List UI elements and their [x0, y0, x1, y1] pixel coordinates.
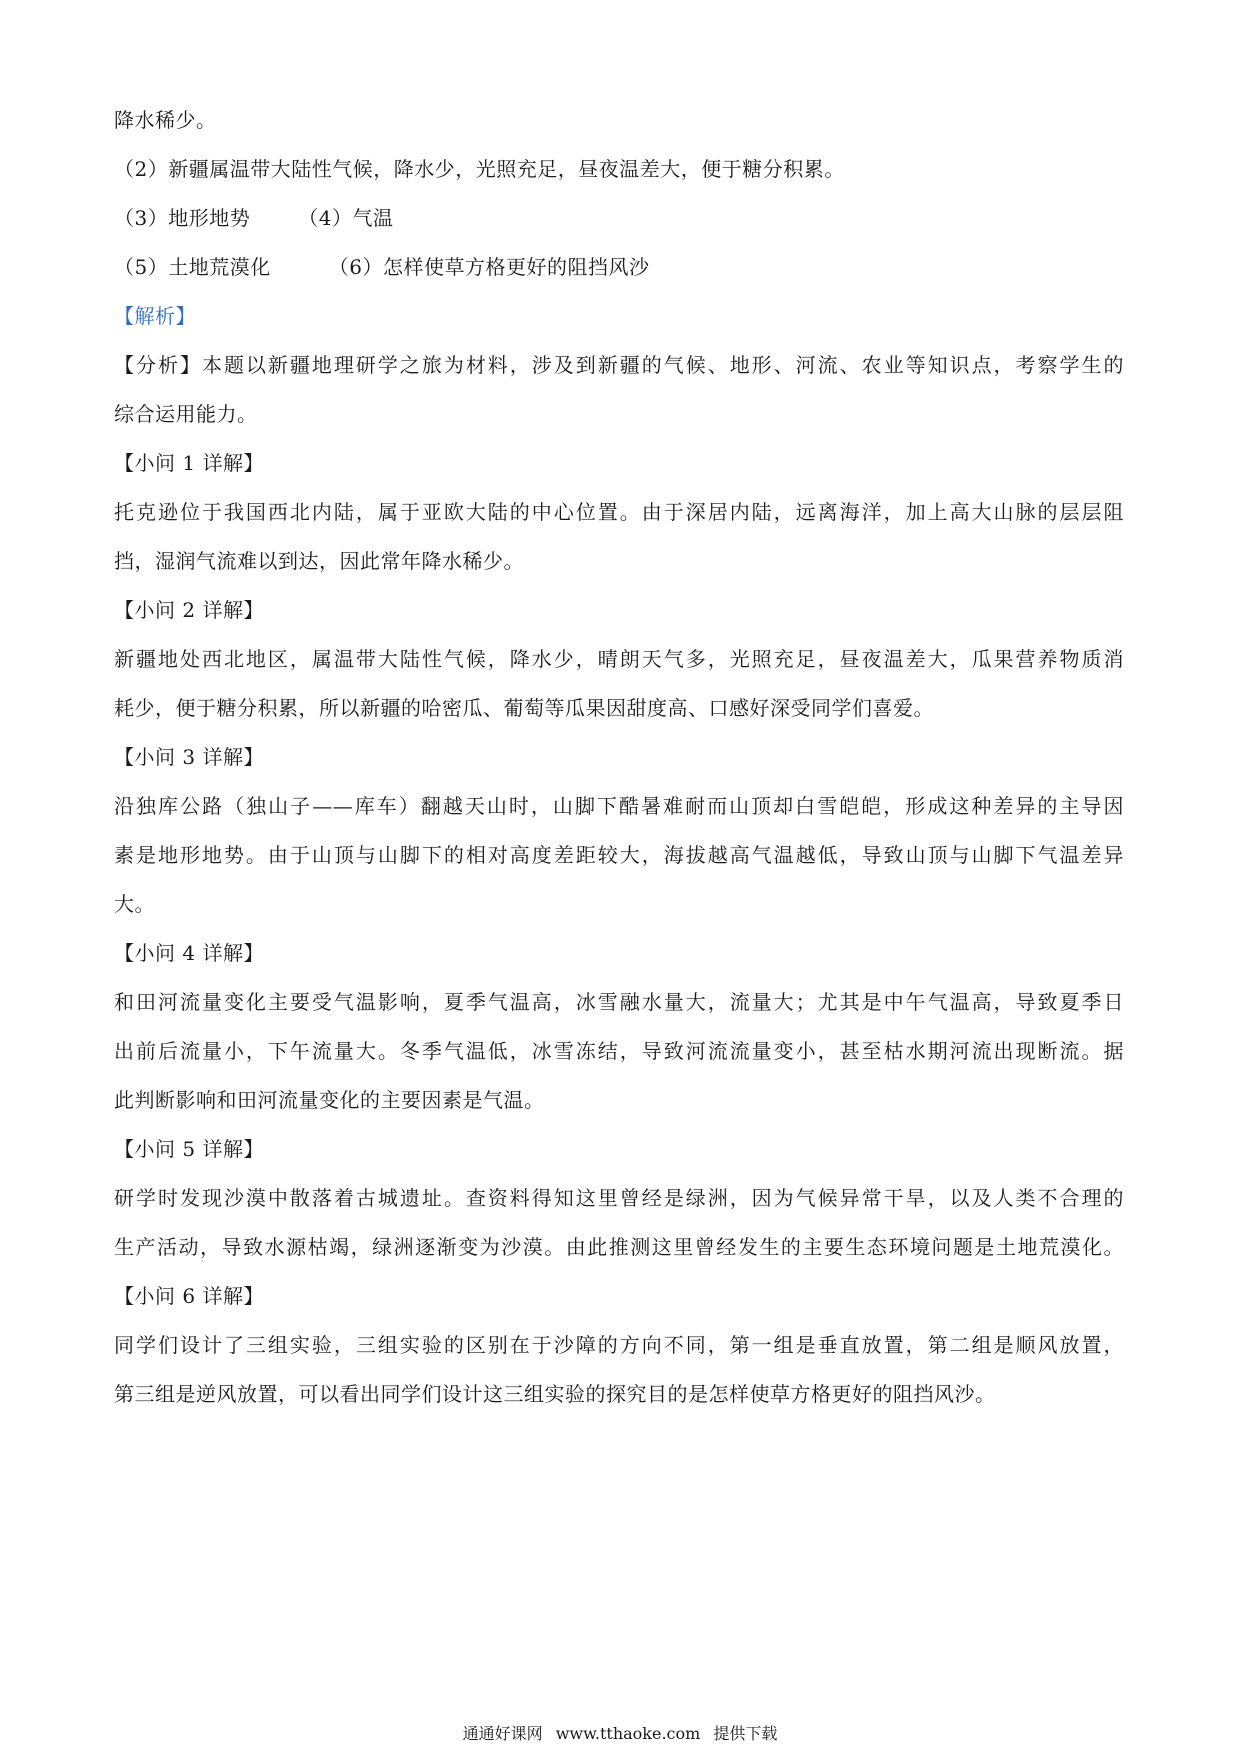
q1-line-1: 托克逊位于我国西北内陆，属于亚欧大陆的中心位置。由于深居内陆，远离海洋，加上高大山脉的层层阻 — [114, 500, 1124, 524]
q6-line-1: 同学们设计了三组实验，三组实验的区别在于沙障的方向不同，第一组是垂直放置，第二组是顺风放置， — [114, 1333, 1124, 1357]
q2-line-2: 耗少，便于糖分积累，所以新疆的哈密瓜、葡萄等瓜果因甜度高、口感好深受同学们喜爱。 — [114, 696, 934, 720]
analysis-label: 【解析】 — [114, 304, 196, 328]
q2-heading: 【小问 2 详解】 — [114, 598, 264, 622]
q3-line-2: 素是地形地势。由于山顶与山脚下的相对高度差距较大，海拔越高气温越低，导致山顶与山脚下气温差异 — [114, 843, 1124, 867]
answer-row-5-6 — [114, 243, 1124, 292]
answer-row-3-4 — [114, 194, 1124, 243]
answer-3: （3）地形地势 — [114, 206, 251, 230]
q1-heading: 【小问 1 详解】 — [114, 451, 264, 475]
q6-heading: 【小问 6 详解】 — [114, 1284, 264, 1308]
answer-4: （4）气温 — [298, 206, 394, 230]
answer-5: （5）土地荒漠化 — [114, 255, 271, 279]
q4-line-3: 此判断影响和田河流量变化的主要因素是气温。 — [114, 1088, 545, 1112]
q1-line-2: 挡，湿润气流难以到达，因此常年降水稀少。 — [114, 549, 524, 573]
answer-6: （6）怎样使草方格更好的阻挡风沙 — [328, 255, 650, 279]
footer-url[interactable]: www.tthaoke.com — [555, 1724, 701, 1743]
analysis-line-1: 【分析】本题以新疆地理研学之旅为材料，涉及到新疆的气候、地形、河流、农业等知识点，考察学生的 — [114, 353, 1124, 377]
footer-site-name: 通通好课网 — [462, 1724, 543, 1743]
q3-heading: 【小问 3 详解】 — [114, 745, 264, 769]
q3-line-1: 沿独库公路（独山子——库车）翻越天山时，山脚下酷暑难耐而山顶却白雪皑皑，形成这种差异的主导因 — [114, 794, 1124, 818]
q3-line-3: 大。 — [114, 892, 155, 916]
answer-2: （2）新疆属温带大陆性气候，降水少，光照充足，昼夜温差大，便于糖分积累。 — [114, 157, 845, 181]
footer-suffix: 提供下载 — [713, 1724, 778, 1743]
page-footer — [0, 1722, 1240, 1746]
analysis-line-2: 综合运用能力。 — [114, 402, 258, 426]
q4-heading: 【小问 4 详解】 — [114, 941, 264, 965]
q4-line-1: 和田河流量变化主要受气温影响，夏季气温高，冰雪融水量大，流量大；尤其是中午气温高，导致夏季日 — [114, 990, 1124, 1014]
q2-line-1: 新疆地处西北地区，属温带大陆性气候，降水少，晴朗天气多，光照充足，昼夜温差大，瓜果营养物质消 — [114, 647, 1124, 671]
q4-line-2: 出前后流量小，下午流量大。冬季气温低，冰雪冻结，导致河流流量变小，甚至枯水期河流出现断流。据 — [114, 1039, 1124, 1063]
document-body — [114, 96, 1124, 1419]
answer-line-continuation: 降水稀少。 — [114, 108, 217, 132]
q5-line-2: 生产活动，导致水源枯竭，绿洲逐渐变为沙漠。由此推测这里曾经发生的主要生态环境问题是土地荒漠化。 — [114, 1235, 1124, 1259]
q6-line-2: 第三组是逆风放置，可以看出同学们设计这三组实验的探究目的是怎样使草方格更好的阻挡风沙。 — [114, 1382, 996, 1406]
q5-line-1: 研学时发现沙漠中散落着古城遗址。查资料得知这里曾经是绿洲，因为气候异常干旱，以及人类不合理的 — [114, 1186, 1124, 1210]
q5-heading: 【小问 5 详解】 — [114, 1137, 264, 1161]
